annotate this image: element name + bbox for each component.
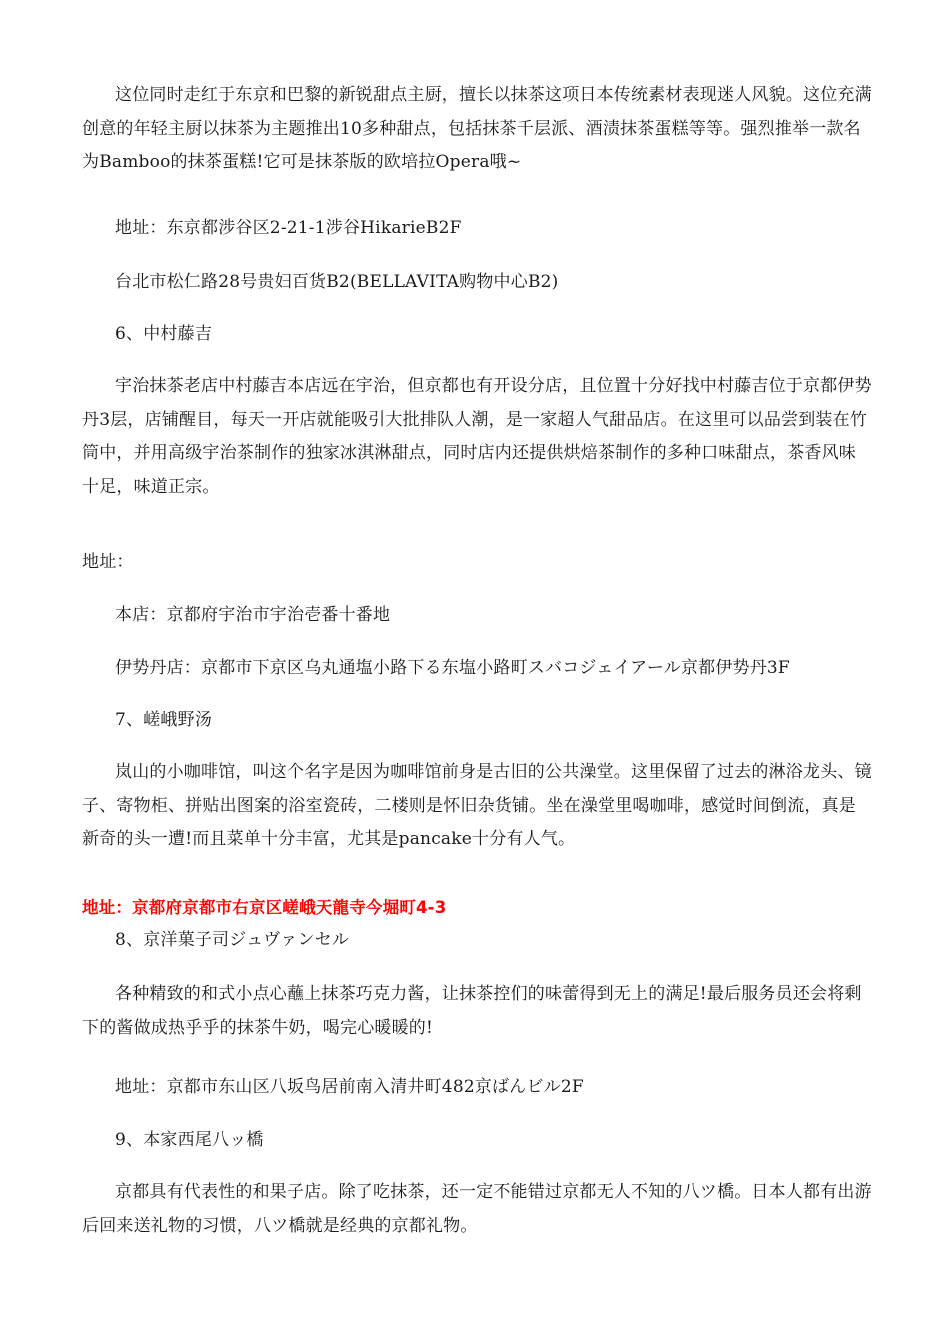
address-taipei: 台北市松仁路28号贵妇百货B2(BELLAVITA购物中心B2) xyxy=(115,272,559,292)
address-jouvencelle: 地址：京都市东山区八坂鸟居前南入清井町482京ばんビル2F xyxy=(115,1077,584,1097)
address-label: 地址： xyxy=(82,552,134,572)
paragraph-jouvencelle: 各种精致的和式小点心蘸上抹茶巧克力酱，让抹茶控们的味蕾得到无上的满足!最后服务员还会将剩下的酱做成热乎乎的抹茶牛奶，喝完心暖暖的! xyxy=(82,984,862,1038)
paragraph-intro: 这位同时走红于东京和巴黎的新锐甜点主厨，擅长以抹茶这项日本传统素材表现迷人风貌。这位充满创意的年轻主厨以抹茶为主题推出10多种甜点，包括抹茶千层派、酒渍抹茶蛋糕等等。强烈推举一款名为Bamboo的抹茶蛋糕!它可是抹茶版的欧培拉Opera哦~ xyxy=(82,85,872,172)
address-isetan-store: 伊势丹店：京都市下京区乌丸通塩小路下る东塩小路町スバコジェイアール京都伊势丹3F xyxy=(115,658,790,678)
paragraph-nishio-yatsuhashi: 京都具有代表性的和果子店。除了吃抹茶，还一定不能错过京都无人不知的八ツ橋。日本人都有出游后回来送礼物的习惯，八ツ橋就是经典的京都礼物。 xyxy=(82,1182,872,1236)
paragraph-nakamura-tokichi: 宇治抹茶老店中村藤吉本店远在宇治，但京都也有开设分店，且位置十分好找中村藤吉位于京都伊势丹3层，店铺醒目，每天一开店就能吸引大批排队人潮，是一家超人气甜品店。在这里可以品尝到装在竹筒中，并用高级宇治茶制作的独家冰淇淋甜点，同时店内还提供烘焙茶制作的多种口味甜点，茶香风味十足，味道正宗。 xyxy=(82,376,872,497)
address-tokyo: 地址：东京都涉谷区2-21-1涉谷HikarieB2F xyxy=(115,218,462,238)
address-main-store: 本店：京都府宇治市宇治壱番十番地 xyxy=(115,605,391,625)
section-heading-8: 8、京洋菓子司ジュヴァンセル xyxy=(115,930,350,950)
section-heading-7: 7、嵯峨野汤 xyxy=(115,710,213,730)
section-heading-6: 6、中村藤吉 xyxy=(115,324,213,344)
paragraph-sagano-yu: 岚山的小咖啡馆，叫这个名字是因为咖啡馆前身是古旧的公共澡堂。这里保留了过去的淋浴龙头、镜子、寄物柜、拼贴出图案的浴室瓷砖，二楼则是怀旧杂货铺。坐在澡堂里喝咖啡，感觉时间倒流，真是新奇的头一遭!而且菜单十分丰富，尤其是pancake十分有人气。 xyxy=(82,762,872,849)
address-highlighted: 地址：京都府京都市右京区嵯峨天龍寺今堀町4-3 xyxy=(82,898,447,917)
section-heading-9: 9、本家西尾八ッ橋 xyxy=(115,1130,264,1150)
